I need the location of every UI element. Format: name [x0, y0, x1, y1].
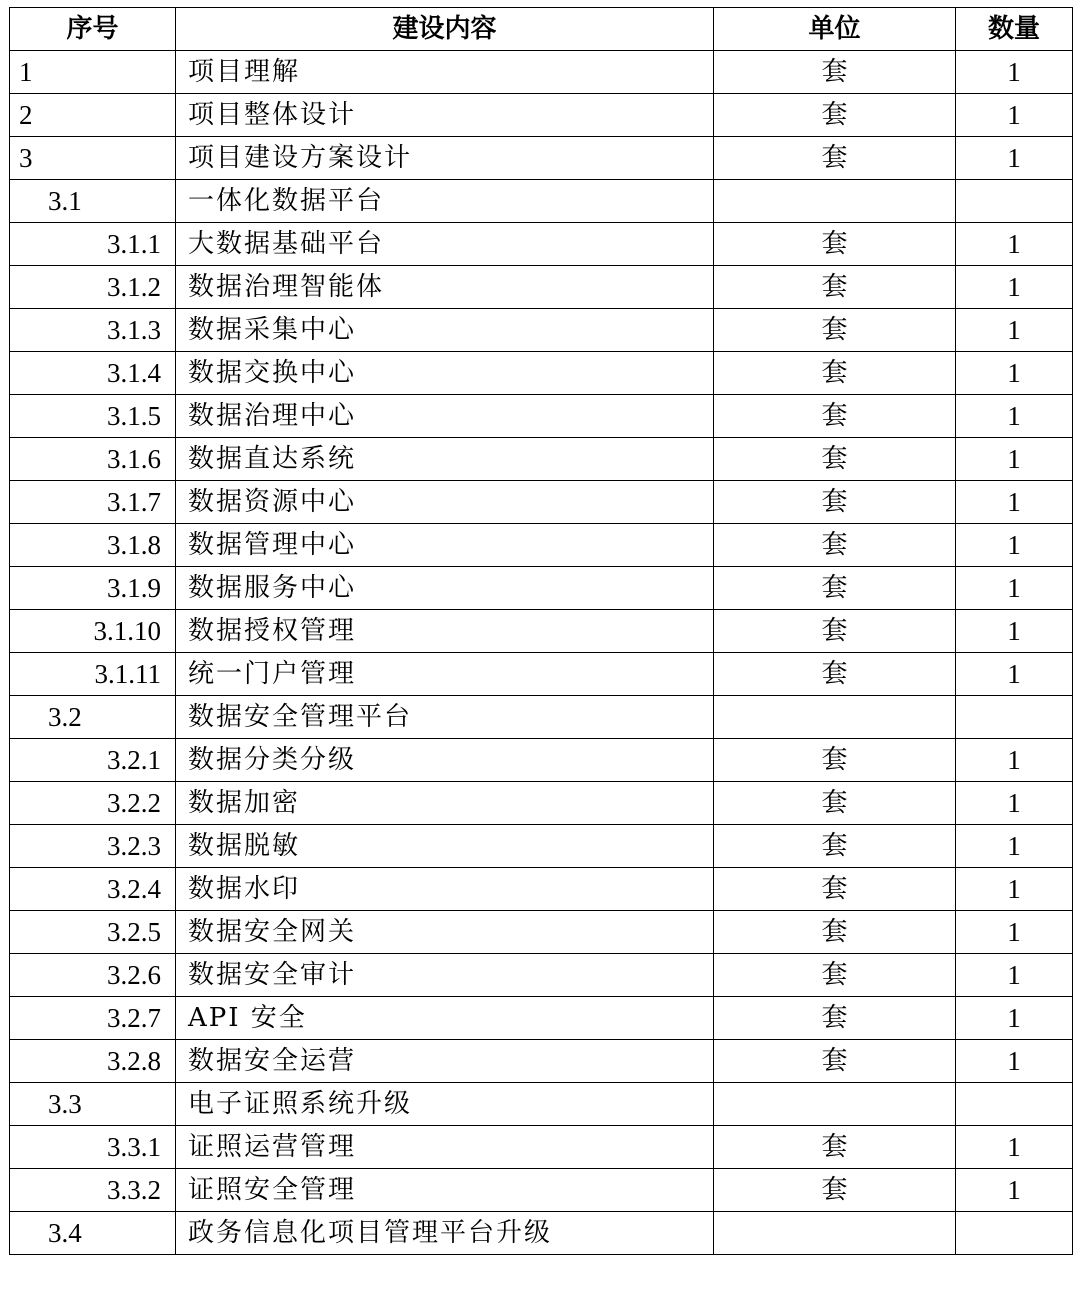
- cell-qty: 1: [956, 653, 1073, 696]
- cell-no: 3.3.1: [10, 1126, 176, 1169]
- cell-qty: 1: [956, 438, 1073, 481]
- cell-unit: [714, 1083, 956, 1126]
- cell-qty: 1: [956, 51, 1073, 94]
- table-row: [10, 1169, 1073, 1212]
- cell-unit: 套: [714, 438, 956, 481]
- table-row: [10, 1040, 1073, 1083]
- table-row: [10, 309, 1073, 352]
- cell-qty: 1: [956, 395, 1073, 438]
- cell-unit: 套: [714, 997, 956, 1040]
- cell-qty: 1: [956, 954, 1073, 997]
- cell-unit: 套: [714, 266, 956, 309]
- cell-no: 3.1.8: [10, 524, 176, 567]
- cell-content: 数据授权管理: [176, 610, 714, 653]
- cell-qty: 1: [956, 782, 1073, 825]
- cell-qty: 1: [956, 610, 1073, 653]
- cell-no: 3.2.6: [10, 954, 176, 997]
- cell-no: 3.1.3: [10, 309, 176, 352]
- table-row: [10, 395, 1073, 438]
- header-row: [10, 8, 1073, 51]
- cell-unit: [714, 180, 956, 223]
- cell-qty: 1: [956, 1040, 1073, 1083]
- cell-content: 数据安全运营: [176, 1040, 714, 1083]
- table-row: [10, 653, 1073, 696]
- table-header: [10, 8, 1073, 51]
- cell-content: API 安全: [176, 997, 714, 1040]
- cell-unit: 套: [714, 223, 956, 266]
- cell-content: 项目理解: [176, 51, 714, 94]
- table-row: [10, 954, 1073, 997]
- cell-content: 数据治理中心: [176, 395, 714, 438]
- table-row: [10, 868, 1073, 911]
- cell-content: 数据分类分级: [176, 739, 714, 782]
- header-qty: 数量: [956, 8, 1073, 51]
- table-row: [10, 567, 1073, 610]
- cell-content: 数据资源中心: [176, 481, 714, 524]
- cell-no: 3.3: [10, 1083, 176, 1126]
- cell-no: 3.2.7: [10, 997, 176, 1040]
- cell-qty: 1: [956, 309, 1073, 352]
- cell-no: 3.2.4: [10, 868, 176, 911]
- cell-content: 数据直达系统: [176, 438, 714, 481]
- cell-no: 1: [10, 51, 176, 94]
- cell-no: 3.2.2: [10, 782, 176, 825]
- header-unit: 单位: [714, 8, 956, 51]
- cell-no: 3.2.5: [10, 911, 176, 954]
- cell-qty: 1: [956, 1126, 1073, 1169]
- cell-unit: 套: [714, 911, 956, 954]
- cell-unit: 套: [714, 352, 956, 395]
- table-row: [10, 1212, 1073, 1255]
- cell-content: 数据脱敏: [176, 825, 714, 868]
- cell-content: 证照安全管理: [176, 1169, 714, 1212]
- cell-unit: 套: [714, 395, 956, 438]
- cell-no: 3.2.1: [10, 739, 176, 782]
- table-row: [10, 223, 1073, 266]
- cell-content: 统一门户管理: [176, 653, 714, 696]
- cell-qty: 1: [956, 223, 1073, 266]
- table-row: [10, 610, 1073, 653]
- cell-unit: 套: [714, 309, 956, 352]
- cell-unit: [714, 1212, 956, 1255]
- cell-content: 一体化数据平台: [176, 180, 714, 223]
- table-row: [10, 696, 1073, 739]
- cell-unit: 套: [714, 137, 956, 180]
- cell-content: 电子证照系统升级: [176, 1083, 714, 1126]
- cell-content: 数据加密: [176, 782, 714, 825]
- table-row: [10, 51, 1073, 94]
- cell-no: 3.2.3: [10, 825, 176, 868]
- table-row: [10, 438, 1073, 481]
- cell-qty: 1: [956, 911, 1073, 954]
- table-row: [10, 911, 1073, 954]
- cell-no: 3.4: [10, 1212, 176, 1255]
- cell-content: 数据安全管理平台: [176, 696, 714, 739]
- cell-unit: 套: [714, 954, 956, 997]
- cell-qty: 1: [956, 868, 1073, 911]
- cell-qty: 1: [956, 997, 1073, 1040]
- cell-unit: 套: [714, 481, 956, 524]
- cell-unit: 套: [714, 868, 956, 911]
- cell-no: 3.1.5: [10, 395, 176, 438]
- cell-qty: 1: [956, 739, 1073, 782]
- header-no: 序号: [10, 8, 176, 51]
- cell-no: 3.3.2: [10, 1169, 176, 1212]
- cell-unit: 套: [714, 653, 956, 696]
- table-row: [10, 524, 1073, 567]
- cell-unit: 套: [714, 524, 956, 567]
- cell-content: 数据采集中心: [176, 309, 714, 352]
- construction-content-table-container: [9, 7, 1072, 1255]
- cell-qty: [956, 1083, 1073, 1126]
- cell-qty: 1: [956, 567, 1073, 610]
- table-row: [10, 825, 1073, 868]
- cell-qty: [956, 1212, 1073, 1255]
- cell-no: 3.1.10: [10, 610, 176, 653]
- table-row: [10, 352, 1073, 395]
- cell-qty: 1: [956, 266, 1073, 309]
- cell-content: 证照运营管理: [176, 1126, 714, 1169]
- cell-unit: 套: [714, 782, 956, 825]
- cell-content: 数据水印: [176, 868, 714, 911]
- cell-unit: 套: [714, 1126, 956, 1169]
- cell-content: 数据管理中心: [176, 524, 714, 567]
- table-row: [10, 94, 1073, 137]
- cell-content: 大数据基础平台: [176, 223, 714, 266]
- cell-no: 3: [10, 137, 176, 180]
- cell-content: 数据安全审计: [176, 954, 714, 997]
- cell-unit: 套: [714, 825, 956, 868]
- cell-content: 数据安全网关: [176, 911, 714, 954]
- cell-qty: 1: [956, 1169, 1073, 1212]
- cell-no: 2: [10, 94, 176, 137]
- cell-qty: 1: [956, 94, 1073, 137]
- cell-content: 数据治理智能体: [176, 266, 714, 309]
- cell-qty: 1: [956, 137, 1073, 180]
- cell-content: 政务信息化项目管理平台升级: [176, 1212, 714, 1255]
- table-row: [10, 180, 1073, 223]
- cell-unit: 套: [714, 567, 956, 610]
- cell-no: 3.1.7: [10, 481, 176, 524]
- table-row: [10, 739, 1073, 782]
- cell-unit: 套: [714, 1040, 956, 1083]
- header-content: 建设内容: [176, 8, 714, 51]
- cell-no: 3.2.8: [10, 1040, 176, 1083]
- table-body: [10, 51, 1073, 1255]
- cell-no: 3.1: [10, 180, 176, 223]
- table-row: [10, 997, 1073, 1040]
- cell-qty: [956, 696, 1073, 739]
- cell-content: 项目建设方案设计: [176, 137, 714, 180]
- cell-qty: 1: [956, 825, 1073, 868]
- cell-content: 数据交换中心: [176, 352, 714, 395]
- cell-content: 数据服务中心: [176, 567, 714, 610]
- cell-no: 3.1.2: [10, 266, 176, 309]
- cell-no: 3.2: [10, 696, 176, 739]
- table-row: [10, 137, 1073, 180]
- cell-unit: 套: [714, 94, 956, 137]
- cell-no: 3.1.11: [10, 653, 176, 696]
- cell-qty: 1: [956, 352, 1073, 395]
- cell-no: 3.1.6: [10, 438, 176, 481]
- cell-qty: 1: [956, 524, 1073, 567]
- table-row: [10, 1126, 1073, 1169]
- table-row: [10, 1083, 1073, 1126]
- cell-no: 3.1.4: [10, 352, 176, 395]
- cell-unit: 套: [714, 51, 956, 94]
- cell-unit: 套: [714, 1169, 956, 1212]
- cell-unit: 套: [714, 739, 956, 782]
- cell-no: 3.1.1: [10, 223, 176, 266]
- cell-unit: 套: [714, 610, 956, 653]
- cell-unit: [714, 696, 956, 739]
- cell-qty: 1: [956, 481, 1073, 524]
- cell-no: 3.1.9: [10, 567, 176, 610]
- cell-qty: [956, 180, 1073, 223]
- table-row: [10, 782, 1073, 825]
- table-row: [10, 266, 1073, 309]
- construction-content-table: [9, 7, 1073, 1255]
- cell-content: 项目整体设计: [176, 94, 714, 137]
- table-row: [10, 481, 1073, 524]
